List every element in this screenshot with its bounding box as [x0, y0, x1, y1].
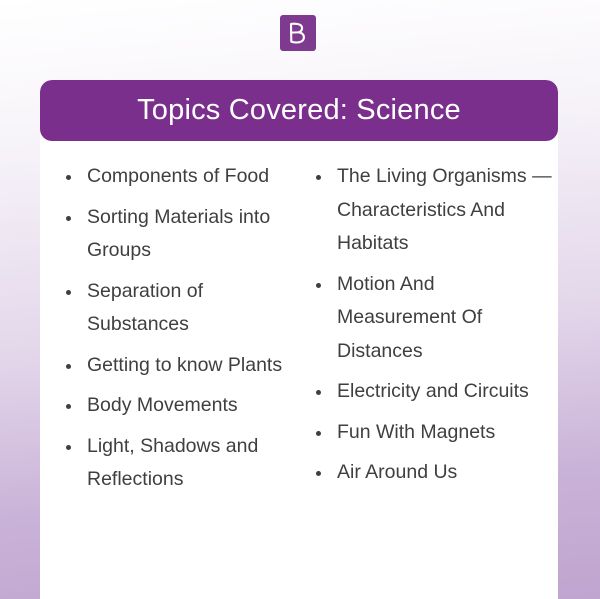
page-title: Topics Covered: Science [137, 94, 461, 126]
list-item: Components of Food [62, 160, 310, 194]
topics-list-left [62, 160, 310, 504]
list-item: Fun With Magnets [312, 416, 552, 450]
list-item: Getting to know Plants [62, 349, 310, 383]
topics-card [40, 80, 558, 599]
card-header [40, 80, 558, 141]
list-item: Motion And Measurement Of Distances [312, 268, 552, 369]
list-item: Air Around Us [312, 456, 552, 490]
topics-list-right [312, 160, 552, 497]
list-item: The Living Organisms — Characteristics And Habitats [312, 160, 552, 261]
list-item: Sorting Materials into Groups [62, 201, 310, 268]
brand-logo-icon [280, 15, 316, 51]
list-item: Separation of Substances [62, 275, 310, 342]
list-item: Electricity and Circuits [312, 375, 552, 409]
b-letter-icon [285, 20, 311, 46]
list-item: Light, Shadows and Reflections [62, 430, 310, 497]
list-item: Body Movements [62, 389, 310, 423]
